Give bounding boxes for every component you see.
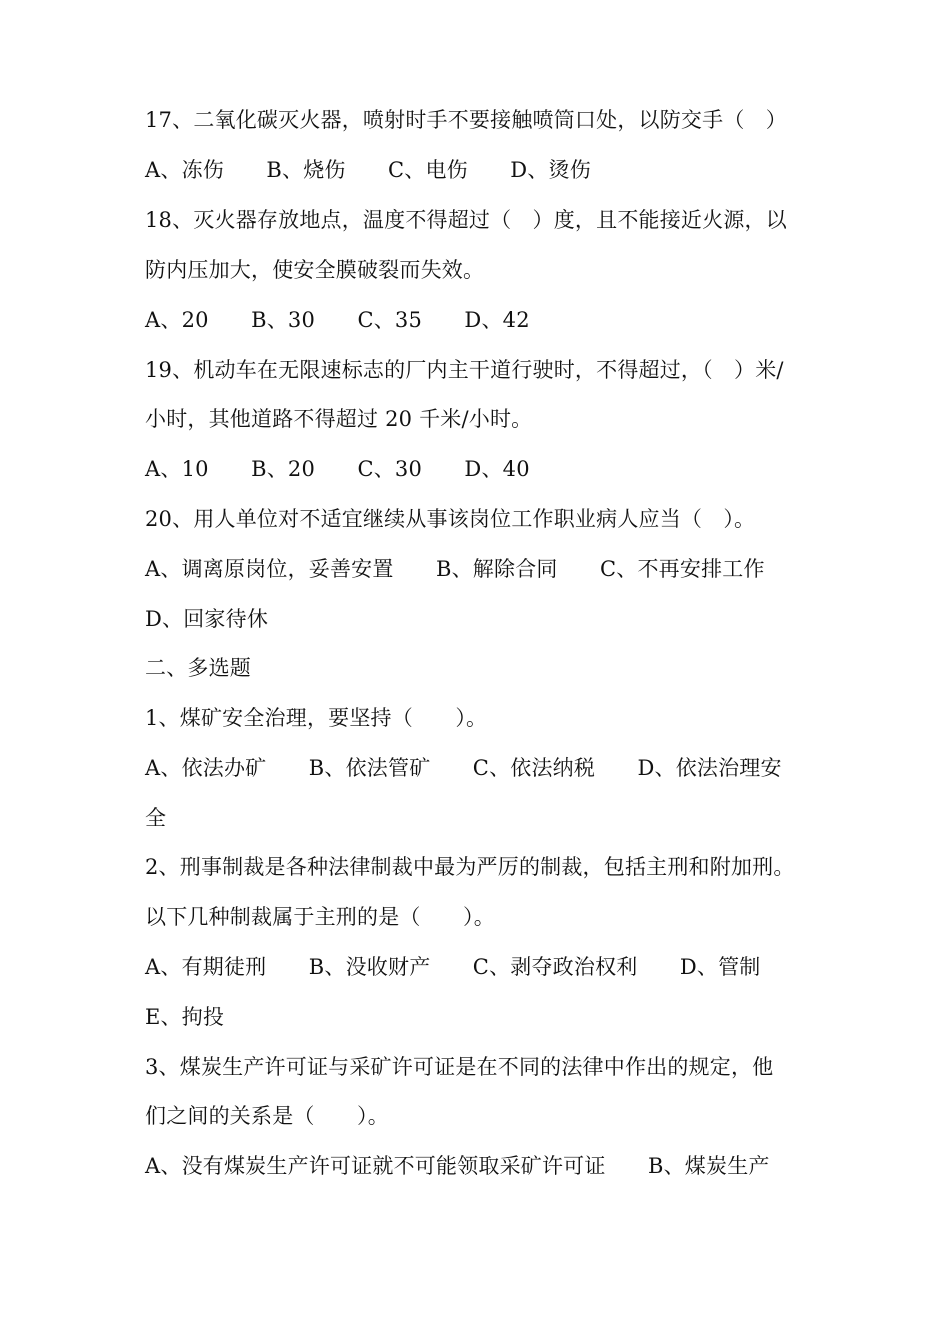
question-m2-options-cont: E、拘投 — [145, 1005, 225, 1029]
question-19-cont: 小时，其他道路不得超过 20 千米/小时。 — [145, 407, 533, 431]
question-m2: 2、刑事制裁是各种法律制裁中最为严厉的制裁，包括主刑和附加刑。 — [145, 855, 795, 879]
question-m3: 3、煤炭生产许可证与采矿许可证是在不同的法律中作出的规定，他 — [145, 1055, 774, 1079]
question-m1-options-cont: 全 — [145, 806, 167, 830]
question-17: 17、二氧化碳灭火器，喷射时手不要接触喷筒口处，以防交手（ ） — [145, 108, 787, 132]
question-18-cont: 防内压加大，使安全膜破裂而失效。 — [145, 258, 485, 282]
question-17-options: A、冻伤 B、烧伤 C、电伤 D、烫伤 — [145, 158, 591, 182]
question-18: 18、灭火器存放地点，温度不得超过（ ）度，且不能接近火源，以 — [145, 208, 787, 232]
question-20-options-cont: D、回家待休 — [145, 607, 269, 631]
question-m3-options: A、没有煤炭生产许可证就不可能领取采矿许可证 B、煤炭生产 — [145, 1154, 770, 1178]
question-m1-options: A、依法办矿 B、依法管矿 C、依法纳税 D、依法治理安 — [145, 756, 782, 780]
question-m1: 1、煤矿安全治理，要坚持（ ）。 — [145, 706, 488, 730]
question-19-options: A、10 B、20 C、30 D、40 — [145, 457, 530, 481]
question-18-options: A、20 B、30 C、35 D、42 — [145, 308, 530, 332]
question-20: 20、用人单位对不适宜继续从事该岗位工作职业病人应当（ ）。 — [145, 507, 756, 531]
question-m2-cont: 以下几种制裁属于主刑的是（ ）。 — [145, 905, 495, 929]
question-m3-cont: 们之间的关系是（ ）。 — [145, 1104, 389, 1128]
section-heading: 二、多选题 — [145, 656, 251, 680]
question-m2-options: A、有期徒刑 B、没收财产 C、剥夺政治权利 D、管制 — [145, 955, 761, 979]
question-20-options: A、调离原岗位，妥善安置 B、解除合同 C、不再安排工作 — [145, 557, 765, 581]
question-19: 19、机动车在无限速标志的厂内主干道行驶时，不得超过，（ ）米/ — [145, 358, 784, 382]
